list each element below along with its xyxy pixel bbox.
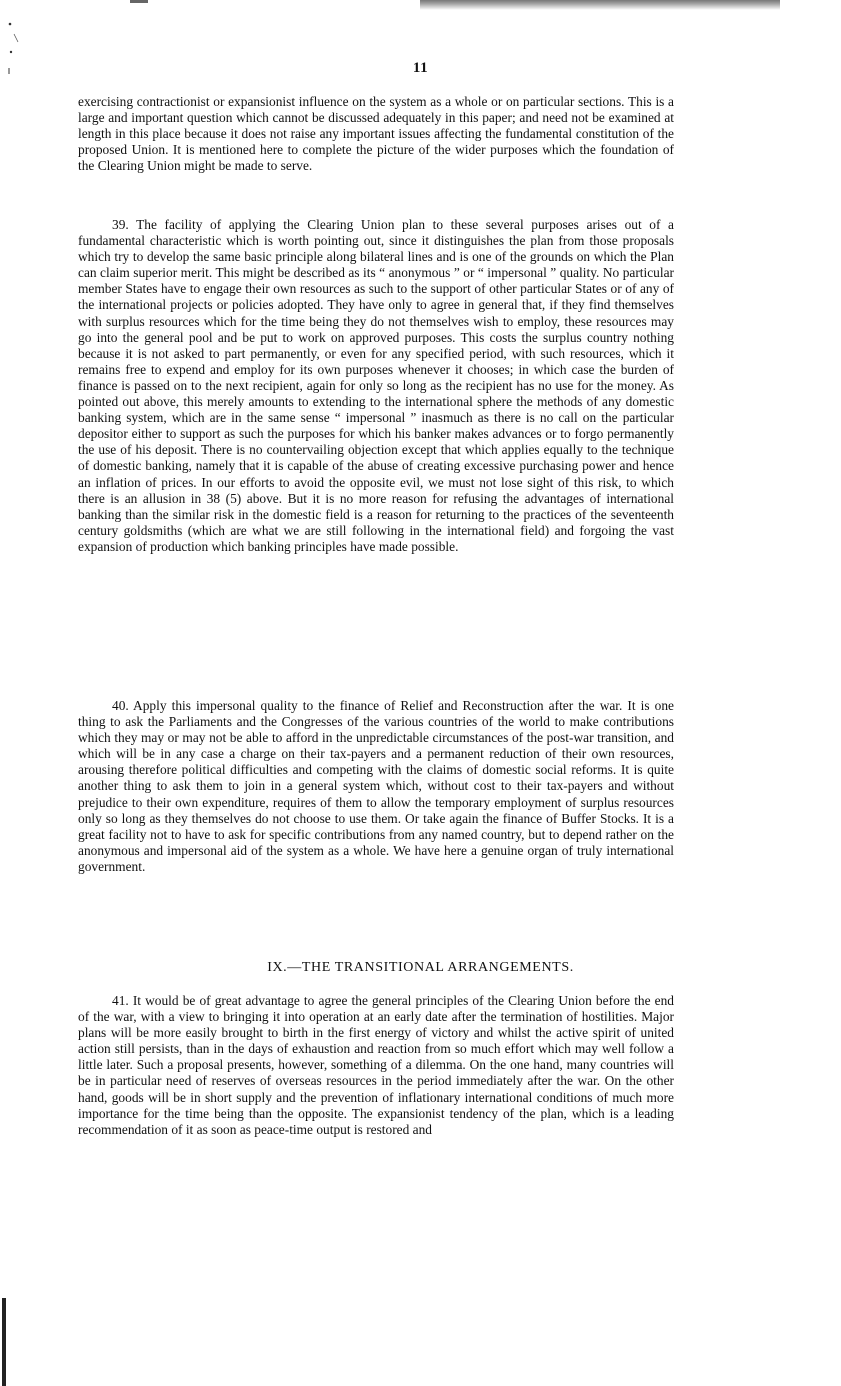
continuation-paragraph: exercising contractionist or expansionist influence on the system as a whole or on particular sections. This is a large and important question which cannot be discussed adequately in this paper; and need not be examined at length in this place because it does not raise any important issues affecting the fundamental constitution of the proposed Union. It is mentioned here to complete the picture of the wider purposes which the foundation of the Clearing Union might be made to serve. xyxy=(78,94,674,174)
paragraph-41: 41. It would be of great advantage to agree the general principles of the Clearing Union before the end of the war, with a view to bringing it into operation at an early date after the termination of hostilities. Major plans will be more easily brought to birth in the first energy of victory and whilst the active spirit of united action still persists, than in the days of exhaustion and reaction from so much effort which may well follow a little later. Such a proposal presents, however, something of a dilemma. On the one hand, many countries will be in particular need of reserves of overseas resources in the period immediately after the war. On the other hand, goods will be in short supply and the prevention of inflationary international conditions of much more importance for the time being than the opposite. The expansionist tendency of the plan, which is a leading recommendation of it as soon as peace-time output is restored and xyxy=(78,993,674,1137)
scan-edge-bar xyxy=(2,1298,6,1386)
scan-artifact-top-left xyxy=(130,0,148,3)
scan-artifact-top-edge xyxy=(420,0,780,10)
paragraph-40: 40. Apply this impersonal quality to the finance of Relief and Reconstruction after the war. It is one thing to ask the Parliaments and the Congresses of the various countries of the world to make contributions which they may or may not be able to afford in the unpredictable circumstances of the post-war transition, and which will be in any case a charge on their tax-payers and a permanent reduction of their own resources, arousing therefore political difficulties and competing with the claims of domestic social reforms. It is quite another thing to ask them to join in a general system which, without cost to their tax-payers and without prejudice to their own expenditure, requires of them to allow the temporary employment of surplus resources only so long as they themselves do not choose to use them. Or take again the finance of Buffer Stocks. It is a great facility not to have to ask for specific contributions from any named country, but to depend rather on the anonymous and impersonal aid of the system as a whole. We have here a genuine organ of truly international government. xyxy=(78,698,674,874)
section-heading: IX.—THE TRANSITIONAL ARRANGEMENTS. xyxy=(267,960,574,975)
paragraph-39: 39. The facility of applying the Clearing Union plan to these several purposes arises out of a fundamental characteristic which is worth pointing out, since it distinguishes the plan from those proposals which try to develop the same basic principle along bilateral lines and is one of the grounds on which the Plan can claim superior merit. This might be described as its “ anonymous ” or “ impersonal ” quality. No particular member States have to engage their own resources as such to the support of other particular States or of any of the international projects or policies adopted. They have only to agree in general that, if they find themselves with surplus resources which for the time being they do not themselves wish to employ, these resources may go into the general pool and be put to work on approved purposes. This costs the surplus country nothing because it is not asked to part permanently, or even for any specified period, with such resources, which it remains free to expend and employ for its own purposes whenever it chooses; in which case the burden of finance is passed on to the next recipient, again for only so long as the recipient has no use for the money. As pointed out above, this merely amounts to extending to the international sphere the methods of any domestic banking system, which are in the same sense “ impersonal ” inasmuch as there is no call on the particular depositor either to support as such the purposes for which his banker makes advances or to forgo permanently the use of his deposit. There is no countervailing objection except that which applies equally to the technique of domestic banking, namely that it is capable of the abuse of creating excessive purchasing power and hence an inflation of prices. In our efforts to avoid the opposite evil, we must not lose sight of this risk, to which there is an allusion in 38 (5) above. But it is no more reason for refusing the advantages of international banking than the similar risk in the domestic field is a reason for returning to the practices of the seventeenth century goldsmiths (which are what we are still following in the international field) and forgoing the vast expansion of production which banking principles have made possible. xyxy=(78,217,674,554)
page-number: 11 xyxy=(412,60,429,76)
